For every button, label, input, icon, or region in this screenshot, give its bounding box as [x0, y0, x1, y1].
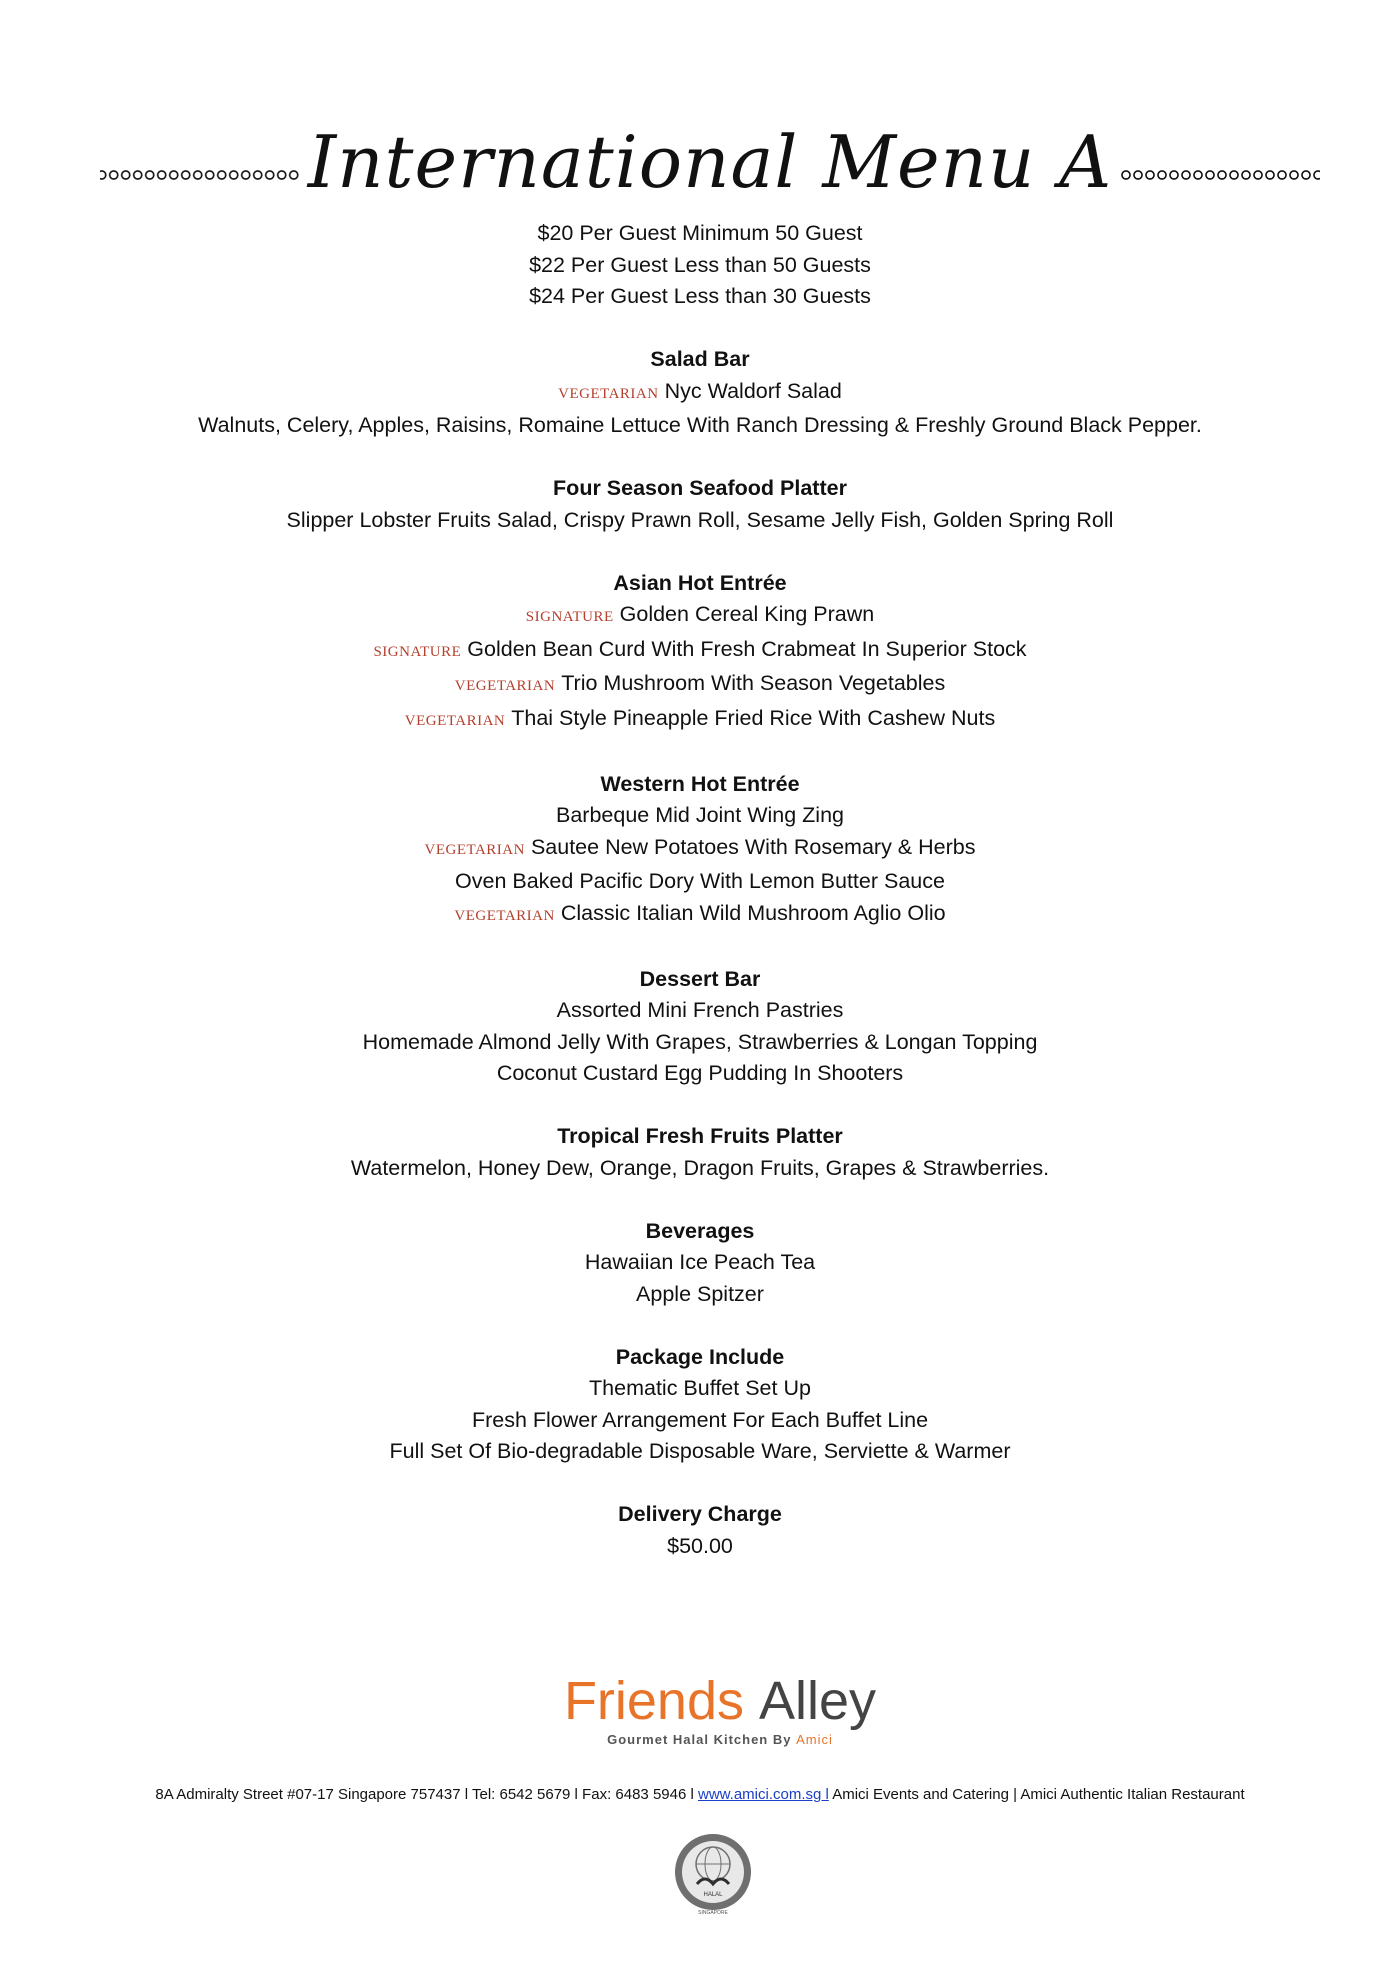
- section-heading-delivery: Delivery Charge: [618, 1502, 782, 1526]
- menu-item-text: Nyc Waldorf Salad: [664, 378, 842, 403]
- menu-item: Apple Spitzer: [636, 1281, 764, 1306]
- signature-tag: SIGNATURE: [373, 643, 462, 660]
- price-line: $22 Per Guest Less than 50 Guests: [529, 252, 871, 277]
- section-heading-western: Western Hot Entrée: [600, 771, 800, 796]
- logo-tagline-brand: Amici: [796, 1732, 833, 1747]
- menu-item-text: Classic Italian Wild Mushroom Aglio Olio: [560, 900, 946, 925]
- section-heading-beverages: Beverages: [645, 1218, 755, 1243]
- vegetarian-tag: VEGETARIAN: [404, 712, 506, 729]
- logo-tagline: [560, 1732, 880, 1747]
- logo-tagline-text: Gourmet Halal Kitchen By: [607, 1732, 792, 1747]
- menu-item: Full Set Of Bio-degradable Disposable Ware, Serviette & Warmer: [389, 1439, 1011, 1463]
- section-heading-asian: Asian Hot Entrée: [613, 570, 787, 595]
- vegetarian-tag: VEGETARIAN: [424, 841, 525, 858]
- menu-item: [0, 668, 1400, 703]
- menu-title-row: [100, 122, 1320, 202]
- section-heading-seafood: Four Season Seafood Platter: [553, 476, 847, 500]
- footer-contact: [0, 1786, 1400, 1803]
- footer-tail: Amici Events and Catering | Amici Authentic Italian Restaurant: [832, 1786, 1245, 1803]
- vegetarian-tag: VEGETARIAN: [558, 385, 659, 402]
- menu-item-text: Golden Cereal King Prawn: [619, 602, 875, 626]
- menu-item: [0, 599, 1400, 634]
- seal-label: HALAL: [703, 1892, 723, 1898]
- menu-item: [0, 898, 1400, 933]
- menu-item-text: Trio Mushroom With Season Vegetables: [561, 671, 946, 695]
- section-heading-package: Package Include: [615, 1344, 785, 1369]
- section-heading-fruits: Tropical Fresh Fruits Platter: [557, 1124, 843, 1148]
- title-flourish-right: [1120, 168, 1320, 182]
- menu-content: [0, 218, 1400, 1562]
- section-heading-dessert: Dessert Bar: [639, 966, 761, 991]
- price-line: $24 Per Guest Less than 30 Guests: [529, 284, 871, 308]
- menu-item-text: Sautee New Potatoes With Rosemary & Herbs: [530, 834, 976, 859]
- menu-item: [0, 703, 1400, 738]
- section-heading-salad: Salad Bar: [650, 347, 750, 371]
- menu-item-text: Golden Bean Curd With Fresh Crabmeat In Superior Stock: [467, 636, 1027, 661]
- menu-item: Homemade Almond Jelly With Grapes, Strawberries & Longan Topping: [362, 1029, 1038, 1054]
- website-link[interactable]: www.amici.com.sg l: [697, 1786, 829, 1803]
- halal-seal-icon: [673, 1832, 753, 1916]
- menu-item: Fresh Flower Arrangement For Each Buffet Line: [471, 1407, 929, 1432]
- footer-address: 8A Admiralty Street #07-17 Singapore 757437 l Tel: 6542 5679 l Fax: 6483 5946 l: [155, 1786, 694, 1803]
- menu-item: [0, 634, 1400, 669]
- signature-tag: SIGNATURE: [525, 609, 614, 625]
- logo-wordmark: [560, 1672, 880, 1730]
- logo-word-friends: Friends: [563, 1671, 744, 1731]
- price-line: $20 Per Guest Minimum 50 Guest: [537, 221, 863, 245]
- seal-country: SINGAPORE: [698, 1910, 728, 1916]
- menu-title: International Menu A: [307, 120, 1113, 204]
- menu-item: Assorted Mini French Pastries: [556, 998, 844, 1022]
- menu-item: Barbeque Mid Joint Wing Zing: [555, 803, 844, 827]
- friends-alley-logo: [560, 1672, 880, 1747]
- title-flourish-left: [100, 168, 300, 182]
- vegetarian-tag: VEGETARIAN: [454, 907, 555, 924]
- menu-item: [0, 832, 1400, 867]
- menu-item: Slipper Lobster Fruits Salad, Crispy Prawn Roll, Sesame Jelly Fish, Golden Spring Roll: [286, 507, 1114, 532]
- menu-item: Oven Baked Pacific Dory With Lemon Butter Sauce: [455, 869, 945, 893]
- menu-item: Hawaiian Ice Peach Tea: [584, 1250, 816, 1274]
- menu-item-text: Thai Style Pineapple Fried Rice With Cashew Nuts: [511, 705, 996, 730]
- menu-item: Thematic Buffet Set Up: [589, 1376, 811, 1400]
- vegetarian-tag: VEGETARIAN: [454, 678, 556, 694]
- menu-item: Walnuts, Celery, Apples, Raisins, Romaine Lettuce With Ranch Dressing & Freshly Ground Black Pepper.: [198, 413, 1202, 437]
- menu-item: [0, 376, 1400, 411]
- delivery-price: $50.00: [667, 1533, 733, 1558]
- logo-word-alley: Alley: [759, 1671, 877, 1731]
- menu-item: Coconut Custard Egg Pudding In Shooters: [496, 1061, 904, 1085]
- menu-item: Watermelon, Honey Dew, Orange, Dragon Fruits, Grapes & Strawberries.: [350, 1155, 1050, 1180]
